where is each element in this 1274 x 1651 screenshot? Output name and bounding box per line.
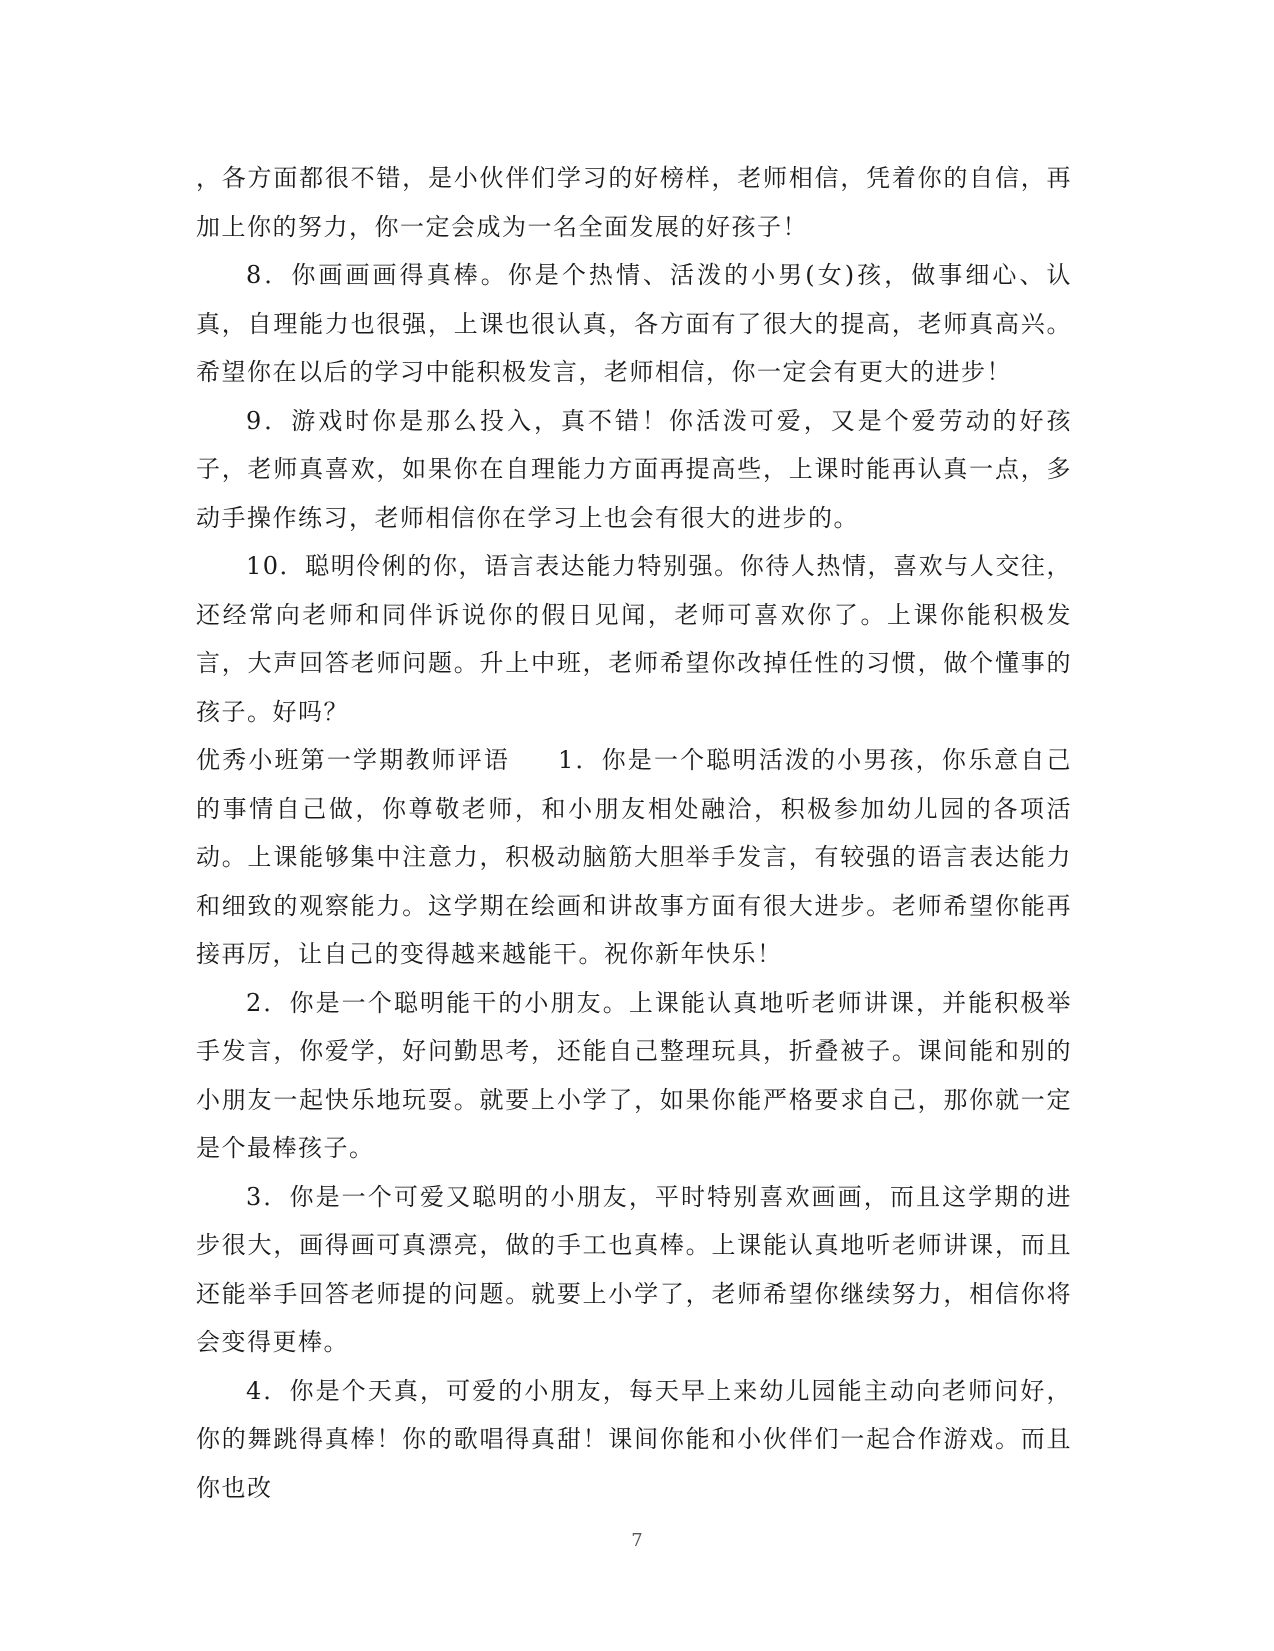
paragraph-item-8: 8．你画画画得真棒。你是个热情、活泼的小男(女)孩，做事细心、认真，自理能力也很强，上课也很认真，各方面有了很大的提高，老师真高兴。希望你在以后的学习中能积极发言，老师相信，你一定会有更大的进步！	[196, 261, 1072, 386]
paragraph-item-4: 4．你是个天真，可爱的小朋友，每天早上来幼儿园能主动向老师问好，你的舞跳得真棒！你的歌唱得真甜！课间你能和小伙伴们一起合作游戏。而且你也改	[196, 1376, 1072, 1502]
page-number: 7	[631, 1530, 643, 1551]
section-paragraph	[196, 736, 1072, 979]
paragraph-continuation: ，各方面都很不错，是小伙伴们学习的好榜样，老师相信，凭着你的自信，再加上你的努力，你一定会成为一名全面发展的好孩子！	[196, 164, 1072, 241]
section-title: 优秀小班第一学期教师评语	[196, 746, 511, 774]
paragraph-item-9: 9．游戏时你是那么投入，真不错！你活泼可爱，又是个爱劳动的好孩子，老师真喜欢，如果你在自理能力方面再提高些，上课时能再认真一点，多动手操作练习，老师相信你在学习上也会有很大的进步的。	[196, 406, 1072, 532]
paragraph-item-2: 2．你是一个聪明能干的小朋友。上课能认真地听老师讲课，并能积极举手发言，你爱学，好问勤思考，还能自己整理玩具，折叠被子。课间能和别的小朋友一起快乐地玩耍。就要上小学了，如果你能严格要求自己，那你就一定是个最棒孩子。	[196, 988, 1072, 1162]
paragraph-item-10: 10．聪明伶俐的你，语言表达能力特别强。你待人热情，喜欢与人交往，还经常向老师和同伴诉说你的假日见闻，老师可喜欢你了。上课你能积极发言，大声回答老师问题。升上中班，老师希望你改掉任性的习惯，做个懂事的孩子。好吗？	[196, 552, 1072, 726]
paragraph-item-1: 1．你是一个聪明活泼的小男孩，你乐意自己的事情自己做，你尊敬老师，和小朋友相处融洽，积极参加幼儿园的各项活动。上课能够集中注意力，积极动脑筋大胆举手发言，有较强的语言表达能力和细致的观察能力。这学期在绘画和讲故事方面有很大进步。老师希望你能再接再厉，让自己的变得越来越能干。祝你新年快乐！	[196, 746, 1072, 968]
paragraph-item-3: 3．你是一个可爱又聪明的小朋友，平时特别喜欢画画，而且这学期的进步很大，画得画可真漂亮，做的手工也真棒。上课能认真地听老师讲课，而且还能举手回答老师提的问题。就要上小学了，老师希望你继续努力，相信你将会变得更棒。	[196, 1182, 1072, 1356]
document-body	[196, 154, 1072, 1512]
